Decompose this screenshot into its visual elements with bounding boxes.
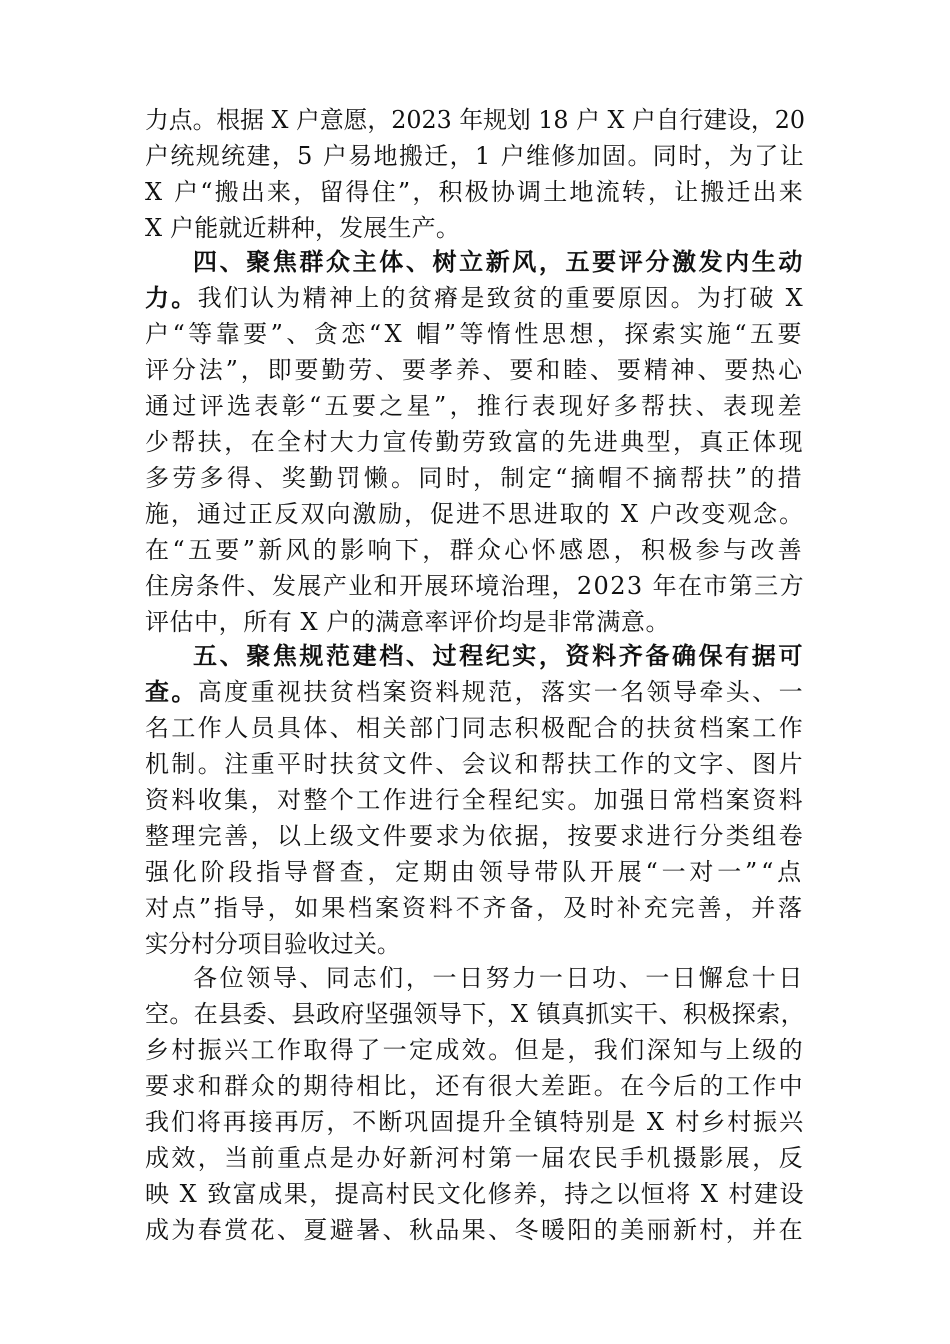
text-line: [145, 174, 805, 210]
text-line: [145, 316, 805, 352]
line-text: 空。在县委、县政府坚强领导下，X 镇真抓实干、积极探索，: [145, 1000, 805, 1028]
line-content: [145, 890, 805, 926]
line-text: 我们将再接再厉，不断巩固提升全镇特别是 X 村乡村振兴: [145, 1108, 805, 1136]
bold-heading: 五、聚焦规范建档、过程纪实，资料齐备确保有据可: [193, 642, 805, 670]
line-text: 力点。根据 X 户意愿，2023 年规划 18 户 X 户自行建设，20: [145, 106, 805, 134]
line-text: 通过评选表彰“五要之星”，推行表现好多帮扶、表现差: [145, 392, 805, 420]
line-text: 评估中，所有 X 户的满意率评价均是非常满意。: [145, 608, 670, 636]
line-text: 资料收集，对整个工作进行全程纪实。加强日常档案资料: [145, 786, 805, 814]
line-text: 住房条件、发展产业和开展环境治理，2023 年在市第三方: [145, 572, 805, 600]
line-content: [193, 244, 805, 280]
line-text: 高度重视扶贫档案资料规范，落实一名领导牵头、一: [197, 678, 806, 706]
line-content: [193, 960, 805, 996]
text-line: [193, 638, 805, 674]
bold-heading: 四、聚焦群众主体、树立新风，五要评分激发内生动: [193, 248, 805, 276]
bold-heading: 力。: [145, 284, 198, 312]
line-content: [145, 710, 805, 746]
line-text: 施，通过正反双向激励，促进不思进取的 X 户改变观念。: [145, 500, 805, 528]
text-line: [145, 1140, 805, 1176]
line-content: [145, 604, 670, 640]
line-content: [145, 782, 805, 818]
line-content: [145, 138, 805, 174]
text-line: [145, 496, 805, 532]
line-content: [145, 818, 805, 854]
text-line: [145, 352, 805, 388]
line-text: 整理完善，以上级文件要求为依据，按要求进行分类组卷: [145, 822, 805, 850]
text-line: [145, 460, 805, 496]
text-line: [145, 996, 805, 1032]
text-line: [145, 102, 805, 138]
line-content: [145, 496, 805, 532]
line-text: X 户“搬出来，留得住”，积极协调土地流转，让搬迁出来: [145, 178, 805, 206]
line-content: [145, 996, 805, 1032]
line-content: [145, 926, 400, 962]
line-content: [145, 316, 805, 352]
text-line: [145, 854, 805, 890]
line-content: [145, 1032, 805, 1068]
text-line: [145, 568, 805, 604]
line-text: 在“五要”新风的影响下，群众心怀感恩，积极参与改善: [145, 536, 805, 564]
line-content: [145, 460, 805, 496]
line-text: 多劳多得、奖勤罚懒。同时，制定“摘帽不摘帮扶”的措: [145, 464, 805, 492]
text-line: [145, 280, 805, 316]
text-line: [145, 1032, 805, 1068]
text-line: [145, 1212, 805, 1248]
line-text: 机制。注重平时扶贫文件、会议和帮扶工作的文字、图片: [145, 750, 805, 778]
text-line: [193, 244, 805, 280]
line-content: [145, 174, 805, 210]
text-line: [145, 782, 805, 818]
line-text: 实分村分项目验收过关。: [145, 930, 400, 958]
line-content: [145, 568, 805, 604]
line-text: 强化阶段指导督查，定期由领导带队开展“一对一”“点: [145, 858, 805, 886]
line-content: [145, 674, 805, 710]
line-text: 名工作人员具体、相关部门同志积极配合的扶贫档案工作: [145, 714, 805, 742]
line-text: 各位领导、同志们，一日努力一日功、一日懈怠十日: [193, 964, 805, 992]
text-line: [145, 1068, 805, 1104]
text-line: [145, 388, 805, 424]
line-content: [145, 424, 805, 460]
text-line: [145, 532, 805, 568]
line-content: [145, 1068, 805, 1104]
line-text: 成为春赏花、夏避暑、秋品果、冬暖阳的美丽新村，并在: [145, 1216, 805, 1244]
line-content: [145, 854, 805, 890]
line-content: [145, 388, 805, 424]
text-line: [145, 926, 400, 962]
text-line: [145, 674, 805, 710]
text-line: [145, 890, 805, 926]
text-line: [145, 818, 805, 854]
line-content: [145, 1140, 805, 1176]
text-line: [145, 746, 805, 782]
text-line: [145, 138, 805, 174]
text-line: [145, 1104, 805, 1140]
line-text: X 户能就近耕种，发展生产。: [145, 214, 460, 242]
line-text: 评分法”，即要勤劳、要孝养、要和睦、要精神、要热心: [145, 356, 805, 384]
line-content: [145, 280, 805, 316]
line-content: [145, 746, 805, 782]
text-line: [193, 960, 805, 996]
line-content: [145, 1176, 805, 1212]
line-content: [145, 1212, 805, 1248]
line-content: [145, 1104, 805, 1140]
text-line: [145, 604, 670, 640]
line-text: 成效，当前重点是办好新河村第一届农民手机摄影展，反: [145, 1144, 805, 1172]
line-text: 我们认为精神上的贫瘠是致贫的重要原因。为打破 X: [197, 284, 805, 312]
line-text: 乡村振兴工作取得了一定成效。但是，我们深知与上级的: [145, 1036, 805, 1064]
line-text: 户统规统建，5 户易地搬迁，1 户维修加固。同时，为了让: [145, 142, 805, 170]
line-content: [145, 102, 805, 138]
line-text: 对点”指导，如果档案资料不齐备，及时补充完善，并落: [145, 894, 805, 922]
line-text: 少帮扶，在全村大力宣传勤劳致富的先进典型，真正体现: [145, 428, 805, 456]
line-text: 映 X 致富成果，提高村民文化修养，持之以恒将 X 村建设: [145, 1180, 805, 1208]
bold-heading: 查。: [145, 678, 198, 706]
text-line: [145, 424, 805, 460]
text-line: [145, 1176, 805, 1212]
line-content: [193, 638, 805, 674]
text-line: [145, 710, 805, 746]
line-content: [145, 210, 460, 246]
line-content: [145, 352, 805, 388]
line-content: [145, 532, 805, 568]
line-text: 户“等靠要”、贪恋“X 帽”等惰性思想，探索实施“五要: [145, 320, 805, 348]
text-line: [145, 210, 460, 246]
line-text: 要求和群众的期待相比，还有很大差距。在今后的工作中: [145, 1072, 805, 1100]
